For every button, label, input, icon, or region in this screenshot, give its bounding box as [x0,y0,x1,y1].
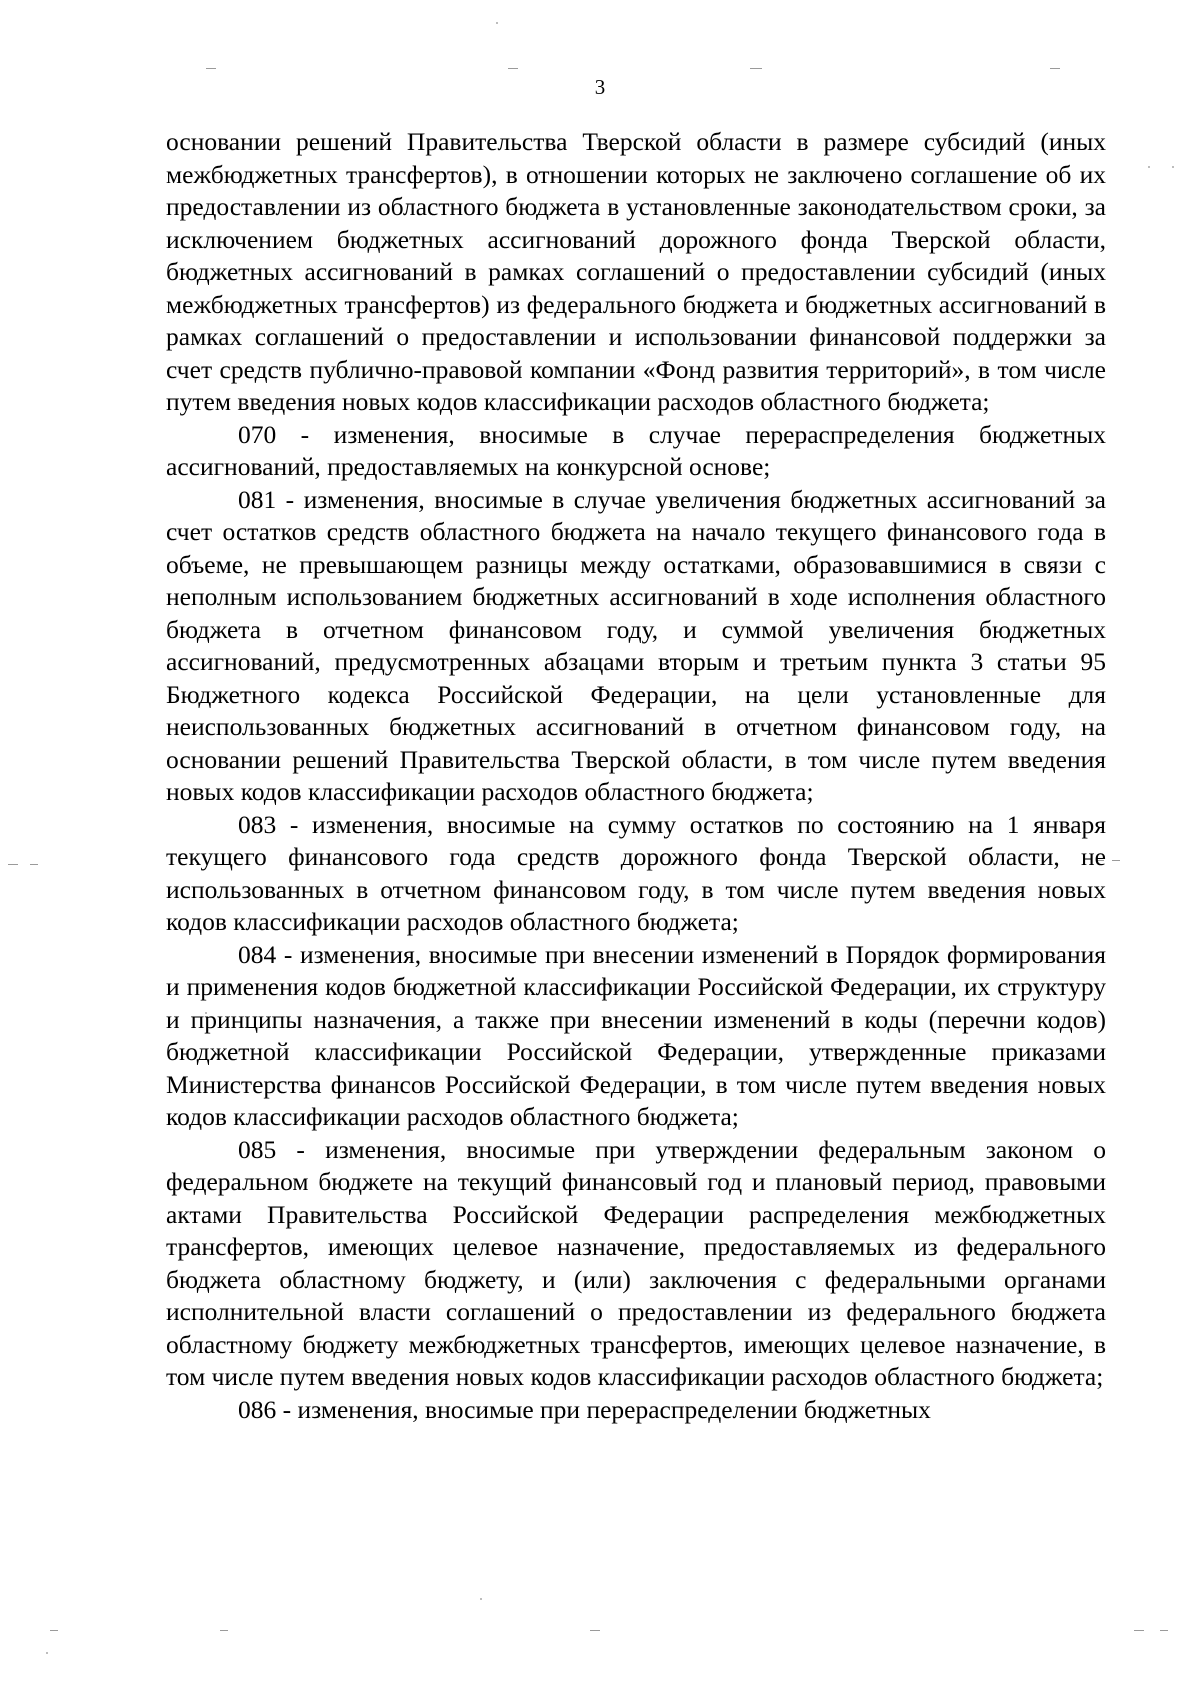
scan-mark [50,1630,58,1631]
scan-dot [1172,166,1174,168]
scan-mark [590,1630,600,1631]
scan-mark [220,1630,228,1631]
scan-dot [496,22,498,24]
scan-dot [1148,166,1150,168]
scan-mark [1160,1630,1168,1631]
paragraph-code-086: 086 - изменения, вносимые при перераспределении бюджетных [238,1394,931,1424]
scan-mark [206,68,216,69]
scan-mark [1112,860,1120,861]
scan-mark [8,864,18,865]
paragraph-code-085: 085 - изменения, вносимые при утверждении федеральным законом о федеральном бюджете на текущий финансовый год и плановый период, правовыми актами Правительства Российской Федерации распределения межбюджетных трансфертов, имеющих целевое назначение, предоставляемых из федерального бюджета областному бюджету, и (или) заключения с федеральными органами исполнительной власти соглашений о предоставлении из федерального бюджета областному бюджету межбюджетных трансфертов, имеющих целевое назначение, в том числе путем введения новых кодов классификации расходов областного бюджета; [166,1134,1106,1391]
page-number: 3 [594,75,606,99]
paragraph-code-084: 084 - изменения, вносимые при внесении изменений в Порядок формирования и применения кодов бюджетной классификации Российской Федерации, их структуру и принципы назначения, а также при внесении изменений в коды (перечни кодов) бюджетной классификации Российской Федерации, утвержденные приказами Министерства финансов Российской Федерации, в том числе путем введения новых кодов классификации расходов областного бюджета; [166,939,1106,1131]
paragraph-continuation: основании решений Правительства Тверской области в размере субсидий (иных межбюджетных трансфертов), в отношении которых не заключено соглашение об их предоставлении из областного бюджета в установленные законодательством сроки, за исключением бюджетных ассигнований дорожного фонда Тверской области, бюджетных ассигнований в рамках соглашений о предоставлении субсидий (иных межбюджетных трансфертов) из федерального бюджета и бюджетных ассигнований в рамках соглашений о предоставлении и использовании финансовой поддержки за счет средств публично-правовой компании «Фонд развития территорий», в том числе путем введения новых кодов классификации расходов областного бюджета; [166,127,1106,416]
scan-mark [1134,1630,1144,1631]
paragraph-code-083: 083 - изменения, вносимые на сумму остатков по состоянию на 1 января текущего финансового года средств дорожного фонда Тверской области, не использованных в отчетном финансовом году, в том числе путем введения новых кодов классификации расходов областного бюджета; [166,809,1106,936]
document-body [166,126,1106,1426]
scan-mark [1050,68,1060,69]
scan-mark [30,864,38,865]
scan-mark [750,68,762,69]
paragraph-code-070: 070 - изменения, вносимые в случае перераспределения бюджетных ассигнований, предоставляемых на конкурсной основе; [166,419,1106,481]
scan-mark [508,68,518,69]
paragraph-code-081: 081 - изменения, вносимые в случае увеличения бюджетных ассигнований за счет остатков средств областного бюджета на начало текущего финансового года в объеме, не превышающем разницы между остатками, образовавшимися в связи с неполным использованием бюджетных ассигнований в ходе исполнения областного бюджета в отчетном финансовом году, и суммой увеличения бюджетных ассигнований, предусмотренных абзацами вторым и третьим пункта 3 статьи 95 Бюджетного кодекса Российской Федерации, на цели установленные для неиспользованных бюджетных ассигнований в отчетном финансовом году, на основании решений Правительства Тверской области, в том числе путем введения новых кодов классификации расходов областного бюджета; [166,484,1106,806]
scan-dot [480,1598,482,1600]
scan-dot [46,1652,48,1654]
